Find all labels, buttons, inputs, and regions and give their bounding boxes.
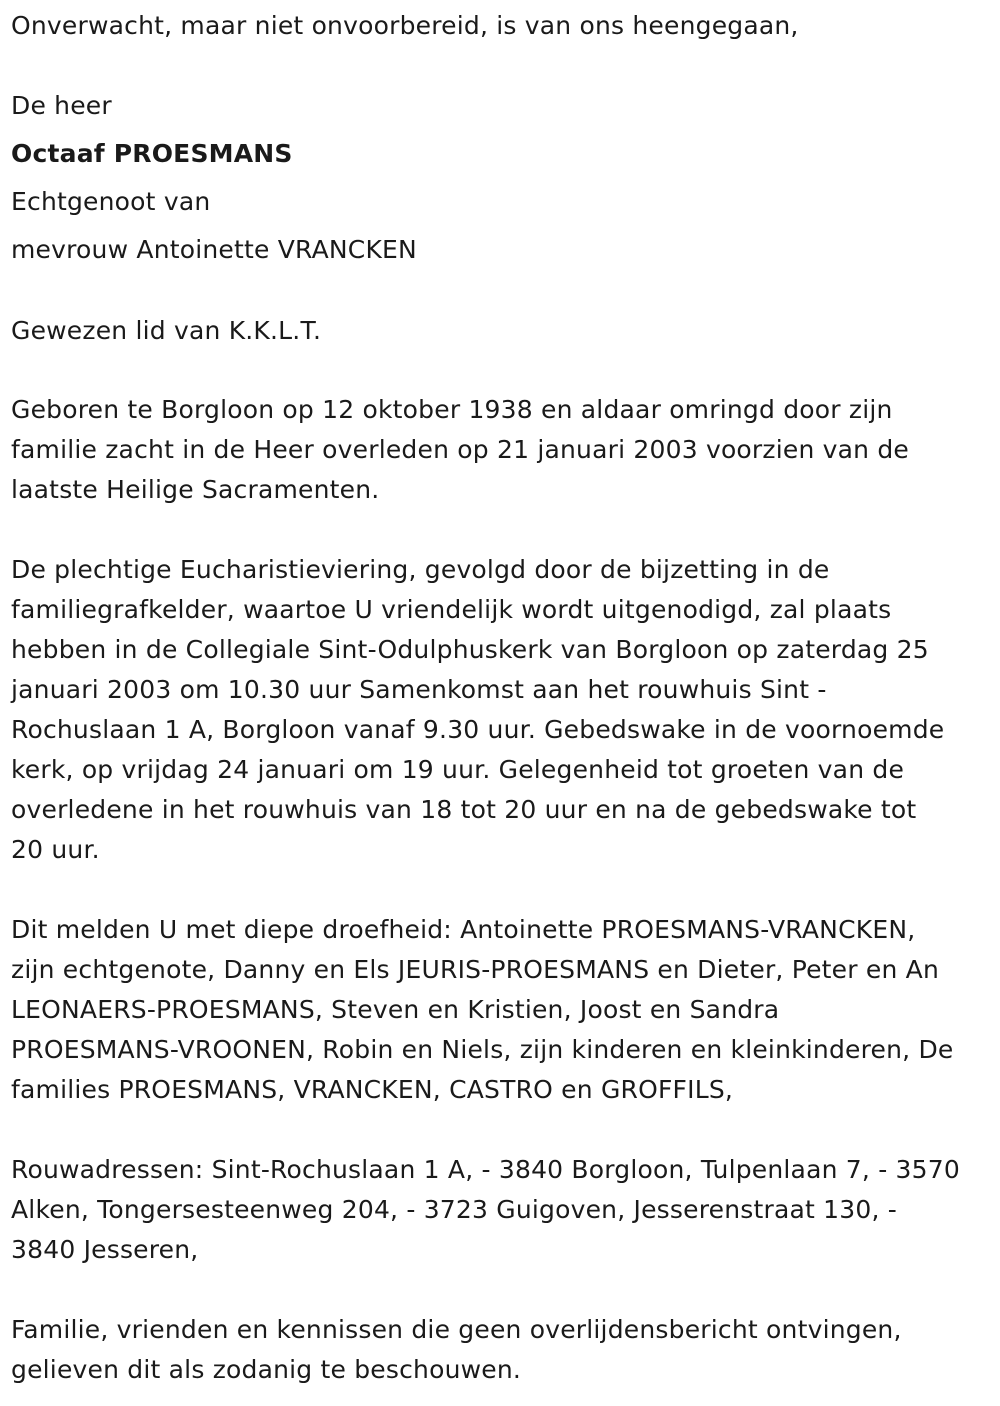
- paragraph-line: zijn echtgenote, Danny en Els JEURIS-PROESMANS en Dieter, Peter en An: [11, 955, 940, 984]
- paragraph-line: januari 2003 om 10.30 uur Samenkomst aan het rouwhuis Sint -: [11, 675, 827, 704]
- paragraph-line: familiegrafkelder, waartoe U vriendelijk wordt uitgenodigd, zal plaats: [11, 595, 892, 624]
- paragraph-line: 3840 Jesseren,: [11, 1235, 199, 1264]
- title-prefix: De heer: [11, 91, 112, 120]
- spouse-name: mevrouw Antoinette VRANCKEN: [11, 235, 417, 264]
- paragraph-line: Rouwadressen: Sint-Rochuslaan 1 A, - 3840 Borgloon, Tulpenlaan 7, - 3570: [11, 1155, 960, 1184]
- paragraph-line: LEONAERS-PROESMANS, Steven en Kristien, Joost en Sandra: [11, 995, 780, 1024]
- paragraph-line: families PROESMANS, VRANCKEN, CASTRO en GROFFILS,: [11, 1075, 734, 1104]
- deceased-name: Octaaf PROESMANS: [11, 139, 293, 168]
- paragraph-line: Dit melden U met diepe droefheid: Antoinette PROESMANS-VRANCKEN,: [11, 915, 916, 944]
- paragraph-line: Geboren te Borgloon op 12 oktober 1938 en aldaar omringd door zijn: [11, 395, 893, 424]
- intro-text: Onverwacht, maar niet onvoorbereid, is van ons heengegaan,: [11, 11, 799, 40]
- paragraph-line: Familie, vrienden en kennissen die geen overlijdensbericht ontvingen,: [11, 1315, 902, 1344]
- paragraph-line: hebben in de Collegiale Sint-Odulphuskerk van Borgloon op zaterdag 25: [11, 635, 929, 664]
- paragraph-line: kerk, op vrijdag 24 januari om 19 uur. Gelegenheid tot groeten van de: [11, 755, 905, 784]
- paragraph-line: De plechtige Eucharistieviering, gevolgd door de bijzetting in de: [11, 555, 830, 584]
- paragraph-line: Rochuslaan 1 A, Borgloon vanaf 9.30 uur. Gebedswake in de voornoemde: [11, 715, 945, 744]
- paragraph-line: 20 uur.: [11, 835, 100, 864]
- paragraph-line: Alken, Tongersesteenweg 204, - 3723 Guigoven, Jesserenstraat 130, -: [11, 1195, 897, 1224]
- paragraph-line: overledene in het rouwhuis van 18 tot 20 uur en na de gebedswake tot: [11, 795, 917, 824]
- spouse-intro: Echtgenoot van: [11, 187, 211, 216]
- paragraph-line: laatste Heilige Sacramenten.: [11, 475, 380, 504]
- membership-text: Gewezen lid van K.K.L.T.: [11, 316, 322, 345]
- paragraph-line: familie zacht in de Heer overleden op 21 januari 2003 voorzien van de: [11, 435, 910, 464]
- paragraph-line: PROESMANS-VROONEN, Robin en Niels, zijn kinderen en kleinkinderen, De: [11, 1035, 954, 1064]
- paragraph-line: gelieven dit als zodanig te beschouwen.: [11, 1355, 522, 1384]
